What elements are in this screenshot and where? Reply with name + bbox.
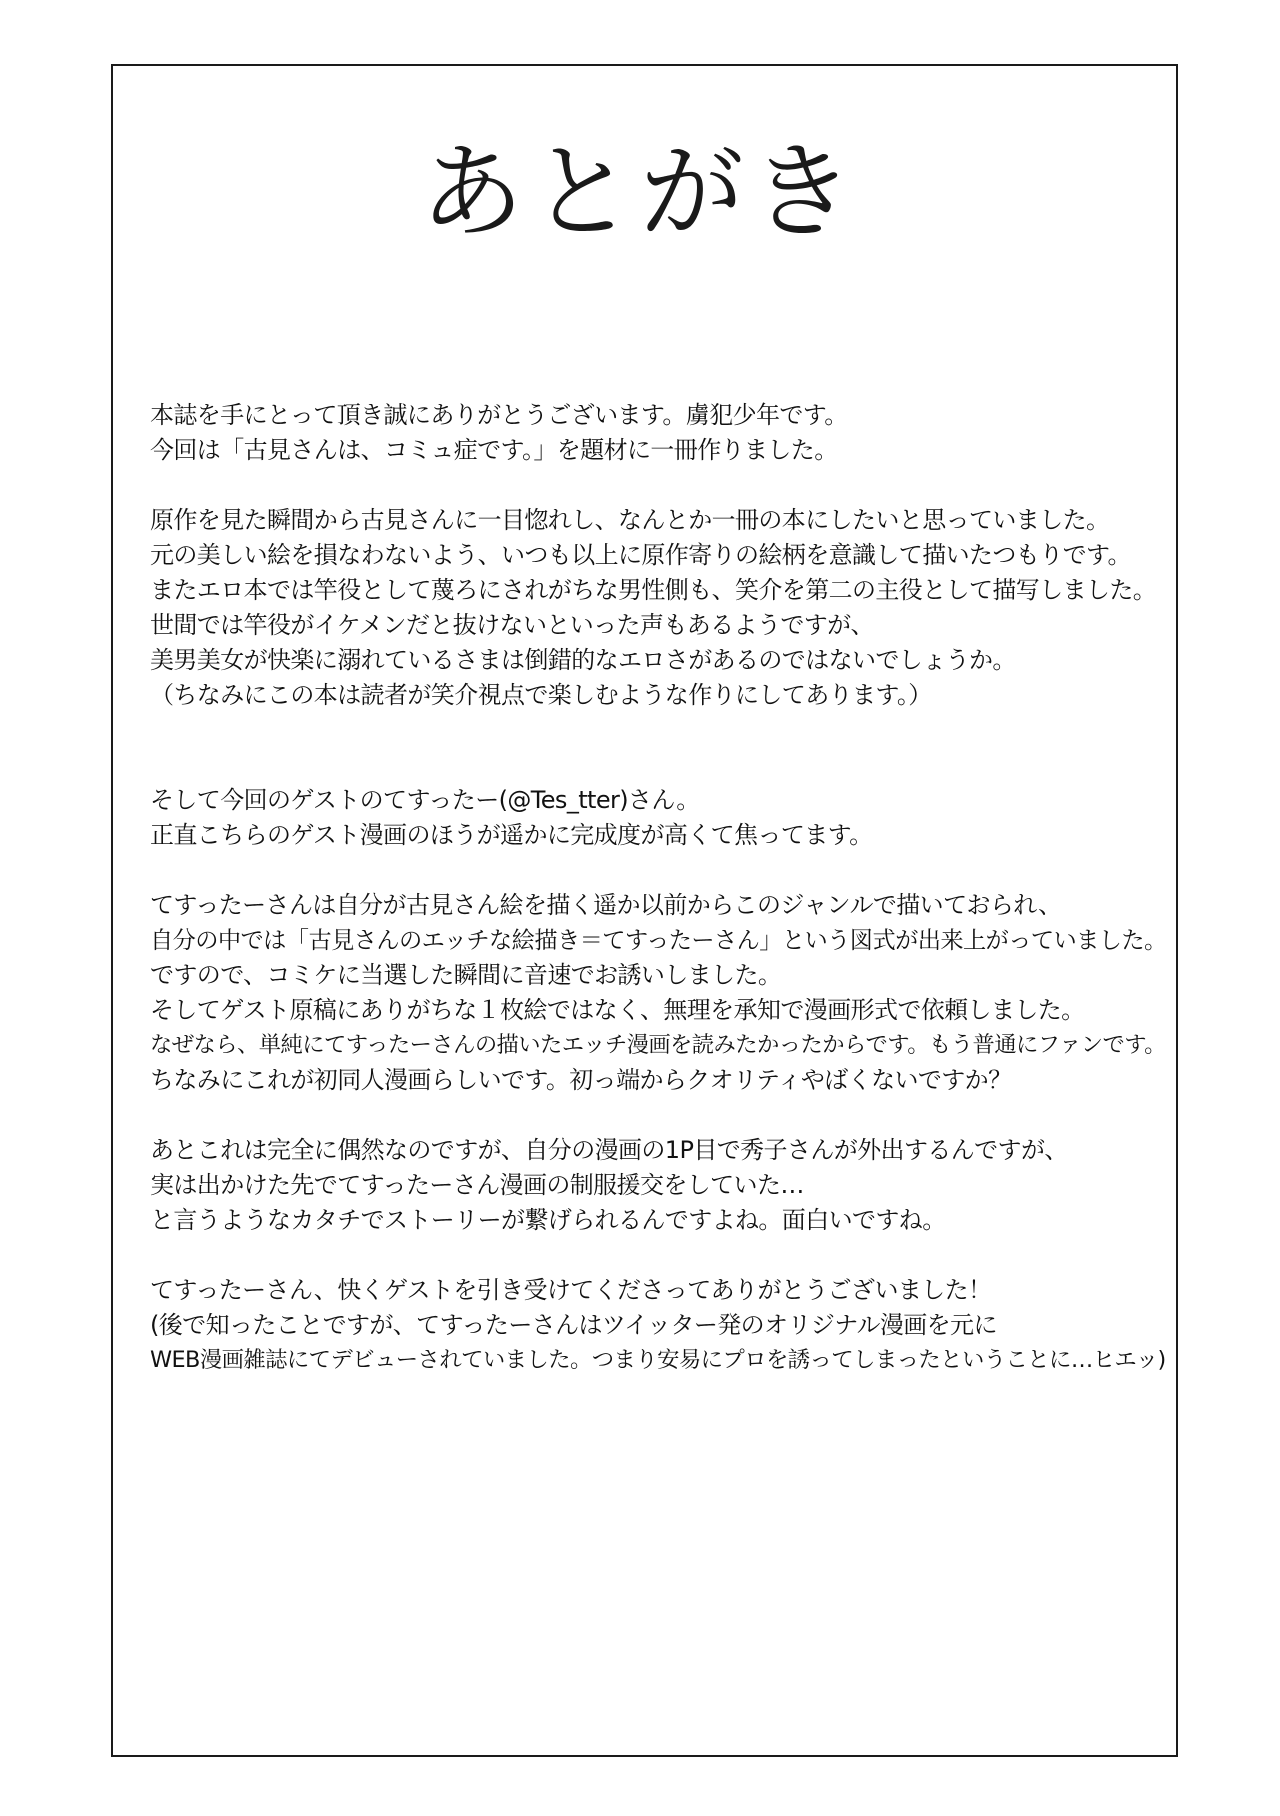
text-line: またエロ本では竿役として蔑ろにされがちな男性側も、笑介を第二の主役として描写しました。	[150, 576, 1157, 604]
text-line: 原作を見た瞬間から古見さんに一目惚れし、なんとか一冊の本にしたいと思っていました。	[150, 506, 1110, 534]
text-line: (後で知ったことですが、てすったーさんはツイッター発のオリジナル漫画を元に	[150, 1311, 997, 1339]
text-line: てすったーさんは自分が古見さん絵を描く遥か以前からこのジャンルで描いておられ、	[150, 891, 1062, 919]
text-line: あとこれは完全に偶然なのですが、自分の漫画の1P目で秀子さんが外出するんですが、	[150, 1136, 1068, 1164]
text-line: そして今回のゲストのてすったー(@Tes_tter)さん。	[150, 786, 700, 814]
text-line: ですので、コミケに当選した瞬間に音速でお誘いしました。	[150, 961, 782, 989]
text-line: ちなみにこれが初同人漫画らしいです。初っ端からクオリティやばくないですか？	[150, 1066, 1012, 1094]
paragraph-spacer	[150, 1238, 1168, 1273]
text-line: 美男美女が快楽に溺れているさまは倒錯的なエロさがあるのではないでしょうか。	[150, 646, 1016, 674]
text-line: そしてゲスト原稿にありがちな１枚絵ではなく、無理を承知で漫画形式で依頼しました。	[150, 996, 1085, 1024]
text-line: 今回は「古見さんは、コミュ症です。」を題材に一冊作りました。	[150, 436, 838, 464]
afterword-body	[150, 398, 1168, 1378]
text-line: てすったーさん、快くゲストを引き受けてくださってありがとうございました！	[150, 1276, 992, 1304]
text-line: なぜなら、単純にてすったーさんの描いたエッチ漫画を読みたかったからです。もう普通にファンです。	[150, 1032, 1166, 1058]
text-line: 自分の中では「古見さんのエッチな絵描き＝てすったーさん」という図式が出来上がっていました。	[150, 927, 1167, 954]
paragraph-spacer	[150, 1098, 1168, 1133]
text-line: 世間では竿役がイケメンだと抜けないといった声もあるようですが、	[150, 611, 874, 639]
text-line: （ちなみにこの本は読者が笑介視点で楽しむような作りにしてあります。）	[150, 681, 932, 709]
text-line: 実は出かけた先でてすったーさん漫画の制服援交をしていた…	[150, 1171, 804, 1199]
text-line: WEB漫画雑誌にてデビューされていました。つまり安易にプロを誘ってしまったということに…ヒエッ)	[150, 1347, 1166, 1373]
paragraph-spacer	[150, 853, 1168, 888]
text-line: と言うようなカタチでストーリーが繋げられるんですよね。面白いですね。	[150, 1206, 946, 1234]
page-title: あとがき	[419, 131, 860, 253]
text-line: 元の美しい絵を損なわないよう、いつも以上に原作寄りの絵柄を意識して描いたつもりです。	[150, 541, 1131, 569]
text-line: 本誌を手にとって頂き誠にありがとうございます。虜犯少年です。	[150, 401, 848, 429]
paragraph-spacer	[150, 713, 1168, 783]
text-line: 正直こちらのゲスト漫画のほうが遥かに完成度が高くて焦ってます。	[150, 821, 873, 849]
paragraph-spacer	[150, 468, 1168, 503]
